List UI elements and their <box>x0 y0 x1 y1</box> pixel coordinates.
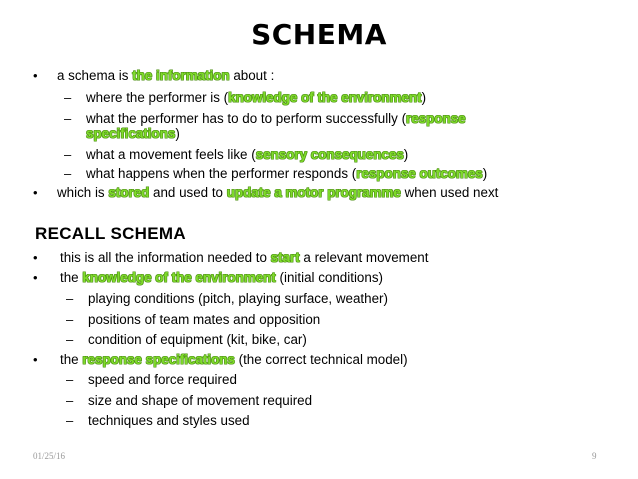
dash: – <box>66 312 74 327</box>
schema-line-2: where the performer is (knowledge of the environment) <box>86 90 427 105</box>
footer-date: 01/25/16 <box>33 451 66 461</box>
recall-line-4: positions of team mates and opposition <box>88 312 321 327</box>
dash: – <box>64 111 72 126</box>
recall-line-6: the response specifications (the correct technical model) <box>60 352 408 367</box>
dash: – <box>66 291 74 306</box>
schema-line-5: what happens when the performer responds (response outcomes) <box>86 166 488 181</box>
dash: – <box>64 90 72 105</box>
bullet: • <box>33 352 38 367</box>
dash: – <box>66 393 74 408</box>
bullet: • <box>33 68 38 83</box>
recall-line-7: speed and force required <box>88 372 237 387</box>
bullet: • <box>33 185 38 200</box>
dash: – <box>64 147 72 162</box>
bullet: • <box>33 250 38 265</box>
recall-schema-heading: RECALL SCHEMA <box>35 224 186 243</box>
dash: – <box>66 332 74 347</box>
schema-line-3: what the performer has to do to perform successfully (response <box>86 111 466 126</box>
bullet: • <box>33 270 38 285</box>
dash: – <box>64 166 72 181</box>
recall-line-8: size and shape of movement required <box>88 393 313 408</box>
schema-line-1: a schema is the information about : <box>57 68 275 83</box>
schema-line-6: which is stored and used to update a motor programme when used next <box>57 185 499 200</box>
dash: – <box>66 372 74 387</box>
recall-line-2: the knowledge of the environment (initial conditions) <box>60 270 383 285</box>
recall-line-5: condition of equipment (kit, bike, car) <box>88 332 307 347</box>
recall-line-9: techniques and styles used <box>88 413 250 428</box>
footer-page-number: 9 <box>592 451 597 461</box>
schema-line-3b: specifications) <box>86 126 180 141</box>
schema-line-4: what a movement feels like (sensory consequences) <box>86 147 409 162</box>
dash: – <box>66 413 74 428</box>
slide-title: SCHEMA <box>251 18 387 51</box>
recall-line-1: this is all the information needed to start a relevant movement <box>60 250 429 265</box>
recall-line-3: playing conditions (pitch, playing surface, weather) <box>88 291 388 306</box>
